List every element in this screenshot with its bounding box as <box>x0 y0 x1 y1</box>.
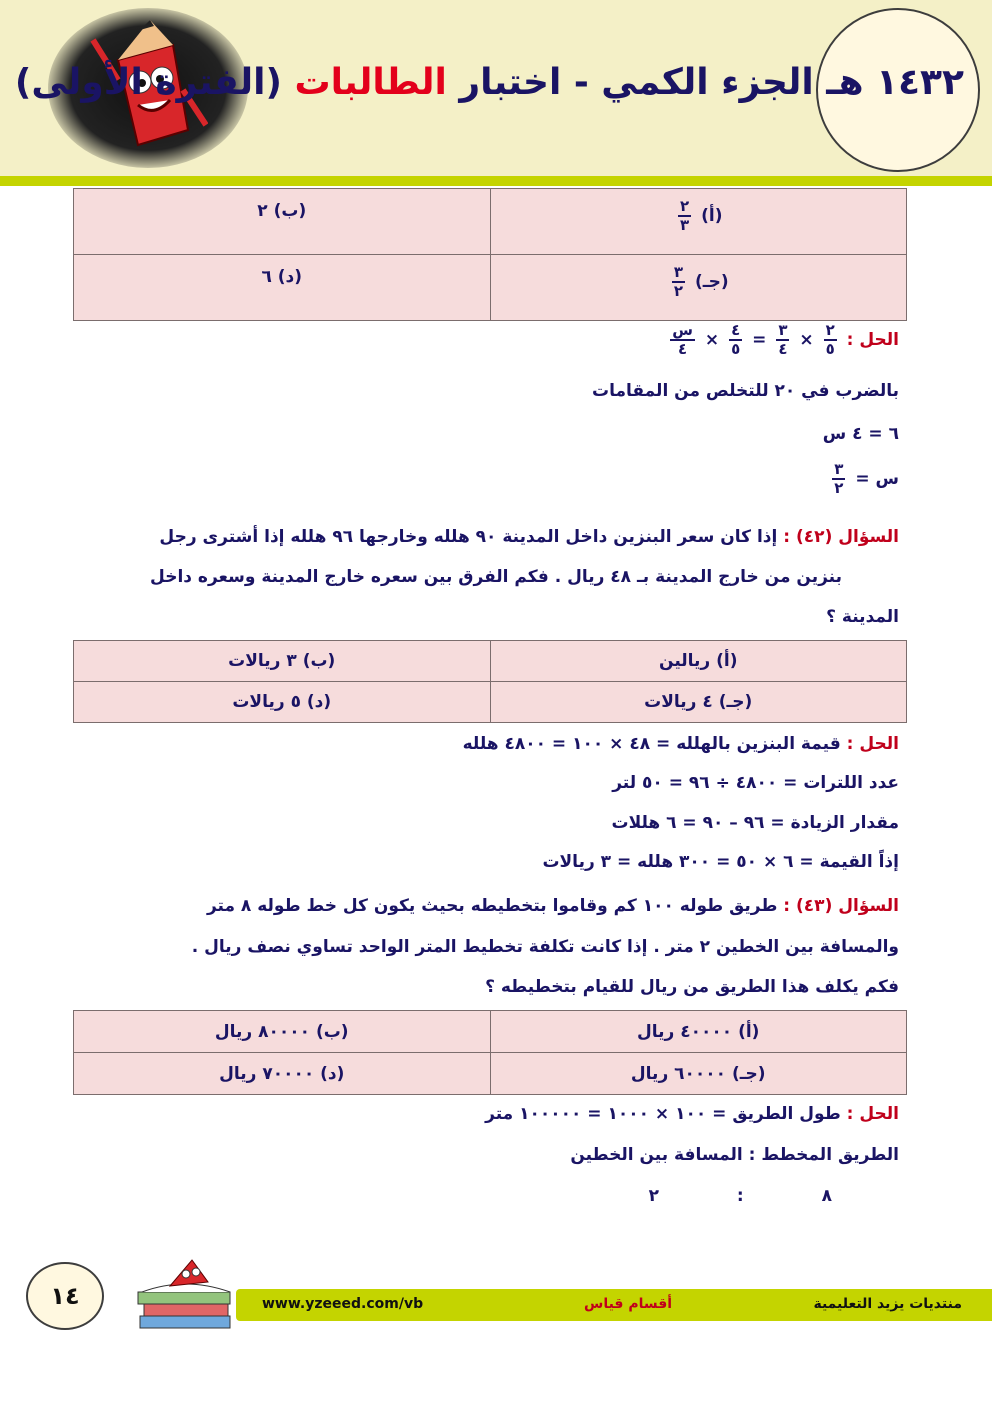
books-mascot-icon <box>130 1256 240 1346</box>
q41-solution-line2: بالضرب في ٢٠ للتخلص من المقامات <box>592 381 899 401</box>
q42-option-c: (جـ) ٤ ريالات <box>490 682 907 723</box>
q41-solution-equation: الحل : $\frac{٢}{٥}$ × $\frac{٣}{٤}$ = $\frac{٤}{٥}$ × $\frac{\text{س}}{٤}$ <box>672 321 899 358</box>
q43-text-line2: والمسافة بين الخطين ٢ متر . إذا كانت تكلفة تخطيط المتر الواحد تساوي نصف ريال . <box>191 937 899 957</box>
q42-solution-line3: مقدار الزيادة = ٩٦ – ٩٠ = ٦ هللات <box>611 813 899 833</box>
q42-solution-line2: عدد اللترات = ٤٨٠٠ ÷ ٩٦ = ٥٠ لتر <box>612 773 899 793</box>
q41-option-c: (جـ) $\frac{٣}{٢}$ <box>490 255 907 321</box>
q43-solution-line1: الحل : طول الطريق = ١٠٠ × ١٠٠٠ = ١٠٠٠٠٠ متر <box>485 1104 899 1124</box>
page-number-badge: ١٤ <box>26 1262 104 1330</box>
q42-solution-line1: الحل : قيمة البنزين بالهلله = ٤٨ × ١٠٠ = ٤٨٠٠ هلله <box>462 734 899 754</box>
q43-option-c: (جـ) ٦٠٠٠٠ ريال <box>490 1053 907 1095</box>
q41-options-table <box>73 188 907 321</box>
header-divider <box>0 176 992 186</box>
q42-solution-line4: إذاً القيمة = ٦ × ٥٠ = ٣٠٠ هلله = ٣ ريالات <box>542 852 899 872</box>
q43-option-b: (ب) ٨٠٠٠٠ ريال <box>74 1011 491 1053</box>
q41-solution-line4: س = $\frac{٣}{٢}$ <box>834 460 899 497</box>
footer-forum-name: منتديات يزيد التعليمية <box>813 1296 962 1312</box>
q43-option-a: (أ) ٤٠٠٠٠ ريال <box>490 1011 907 1053</box>
q42-option-d: (د) ٥ ريالات <box>74 682 491 723</box>
q43-text-line3: فكم يكلف هذا الطريق من ريال للقيام بتخطيطه ؟ <box>485 977 899 997</box>
q41-option-b: (ب) ٢ <box>74 189 491 255</box>
q43-options-table <box>73 1010 907 1095</box>
q41-option-a: (أ) $\frac{٢}{٣}$ <box>490 189 907 255</box>
q43-solution-ratio: ٨ : ٢ <box>648 1186 832 1206</box>
q43-solution-line2: الطريق المخطط : المسافة بين الخطين <box>570 1145 899 1165</box>
q42-option-b: (ب) ٣ ريالات <box>74 641 491 682</box>
q42-options-table <box>73 640 907 723</box>
q42-text-line2: بنزين من خارج المدينة بـ ٤٨ ريال . فكم الفرق بين سعره خارج المدينة وسعره داخل <box>150 567 842 587</box>
q43-text-line1: السؤال (٤٣) : طريق طوله ١٠٠ كم وقاموا بتخطيطه بحيث يكون كل خط طوله ٨ متر <box>206 896 899 916</box>
page-title: ١٤٣٢ هـ الجزء الكمي - اختبار الطالبات (الفترة الأولى) <box>14 62 964 103</box>
q41-option-d: (د) ٦ <box>74 255 491 321</box>
header-banner <box>0 0 992 186</box>
footer-section-link[interactable]: أقسام قياس <box>584 1296 673 1312</box>
q42-text-line3: المدينة ؟ <box>826 607 899 627</box>
q43-option-d: (د) ٧٠٠٠٠ ريال <box>74 1053 491 1095</box>
q41-solution-line3: ٦ = ٤ س <box>822 424 899 444</box>
footer-url-link[interactable]: www.yzeeed.com/vb <box>262 1296 424 1312</box>
q42-option-a: (أ) ريالين <box>490 641 907 682</box>
q42-text-line1: السؤال (٤٢) : إذا كان سعر البنزين داخل المدينة ٩٠ هلله وخارجها ٩٦ هلله إذا أشترى رجل <box>159 527 899 547</box>
